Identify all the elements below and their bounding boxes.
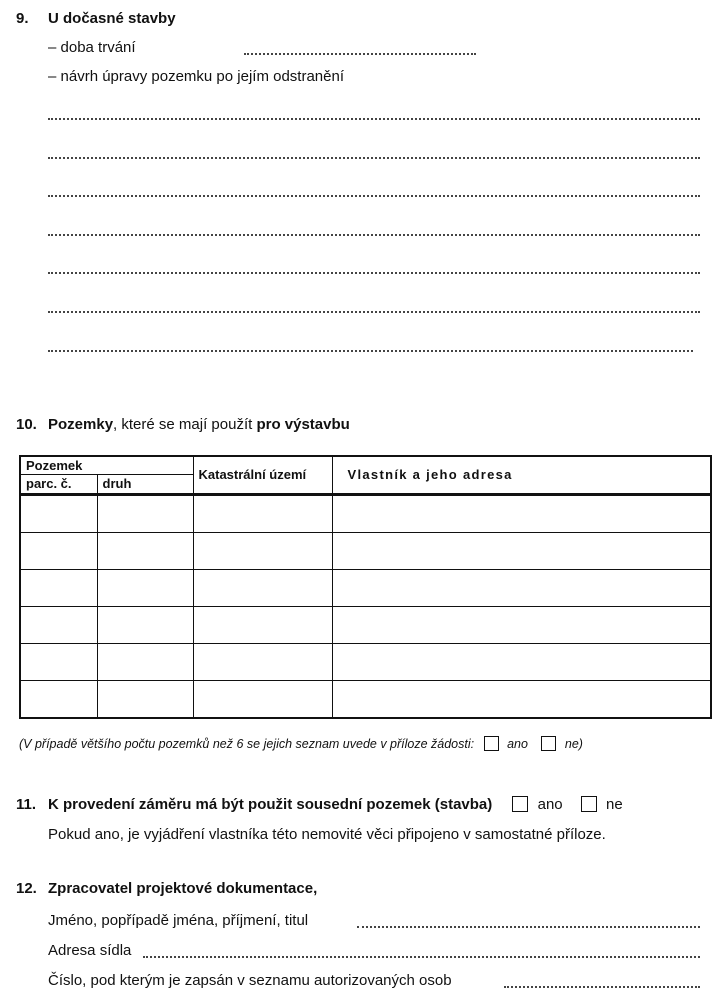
section-10-number: 10. — [16, 416, 37, 433]
cell-druh[interactable] — [97, 494, 193, 532]
section-11-number: 11. — [16, 796, 37, 813]
table-row — [20, 532, 711, 569]
cell-vlastnik[interactable] — [332, 606, 711, 643]
cell-druh[interactable] — [97, 643, 193, 680]
section-12-title: Zpracovatel projektové dokumentace, — [48, 880, 318, 897]
designer-number-label: Číslo, pod kterým je zapsán v seznamu autorizovaných osob — [48, 972, 452, 989]
cell-vlastnik[interactable] — [332, 680, 711, 718]
neighbor-yes-label: ano — [537, 796, 563, 813]
neighbor-yes-checkbox[interactable] — [512, 796, 528, 812]
designer-name-label: Jméno, popřípadě jména, příjmení, titul — [48, 912, 309, 929]
cell-vlastnik[interactable] — [332, 494, 711, 532]
note-yes-checkbox[interactable] — [484, 736, 499, 751]
land-table — [19, 455, 712, 719]
cell-katastr[interactable] — [193, 494, 332, 532]
neighbor-no-label: ne — [605, 796, 623, 813]
section-9-title: U dočasné stavby — [48, 10, 176, 27]
section-11-title-line — [48, 796, 623, 813]
land-restoration-line-7[interactable] — [48, 350, 693, 352]
cell-parc[interactable] — [20, 532, 97, 569]
cell-parc[interactable] — [20, 643, 97, 680]
table-row — [20, 494, 711, 532]
section-11-title: K provedení záměru má být použit sousední pozemek (stavba) — [48, 796, 493, 813]
col-group-pozemek: Pozemek — [20, 456, 193, 474]
note-yes-label: ano — [507, 737, 528, 751]
table-note-text: (V případě většího počtu pozemků než 6 se jejich seznam uvede v příloze žádosti: — [19, 737, 475, 751]
section-9-number: 9. — [16, 10, 29, 27]
designer-name-field[interactable] — [357, 926, 700, 928]
cell-vlastnik[interactable] — [332, 569, 711, 606]
section-10-title-bold1: Pozemky — [48, 416, 114, 433]
neighbor-no-checkbox[interactable] — [581, 796, 597, 812]
designer-number-field[interactable] — [504, 986, 700, 988]
designer-address-field[interactable] — [143, 956, 700, 958]
section-10-title-mid: , které se mají použít — [113, 416, 257, 433]
cell-druh[interactable] — [97, 532, 193, 569]
col-vlastnik: Vlastník a jeho adresa — [332, 456, 711, 494]
cell-katastr[interactable] — [193, 606, 332, 643]
note-no-label: ne) — [564, 737, 583, 751]
section-12-number: 12. — [16, 880, 37, 897]
land-restoration-label: – návrh úpravy pozemku po jejím odstranění — [48, 68, 344, 85]
table-note — [19, 737, 583, 752]
section-11-text: Pokud ano, je vyjádření vlastníka této nemovité věci připojeno v samostatné příloze. — [48, 826, 606, 843]
cell-katastr[interactable] — [193, 643, 332, 680]
table-row — [20, 643, 711, 680]
land-restoration-line-5[interactable] — [48, 272, 700, 274]
designer-address-label: Adresa sídla — [48, 942, 132, 959]
col-parc: parc. č. — [20, 474, 97, 494]
land-restoration-line-2[interactable] — [48, 157, 700, 159]
table-row — [20, 606, 711, 643]
cell-parc[interactable] — [20, 606, 97, 643]
col-druh: druh — [97, 474, 193, 494]
cell-vlastnik[interactable] — [332, 532, 711, 569]
cell-katastr[interactable] — [193, 569, 332, 606]
cell-druh[interactable] — [97, 680, 193, 718]
section-10-title — [48, 416, 350, 433]
duration-field[interactable] — [244, 53, 476, 55]
col-katastr: Katastrální území — [193, 456, 332, 494]
cell-druh[interactable] — [97, 569, 193, 606]
cell-parc[interactable] — [20, 494, 97, 532]
cell-katastr[interactable] — [193, 680, 332, 718]
section-10-title-bold2: pro výstavbu — [256, 416, 350, 433]
cell-vlastnik[interactable] — [332, 643, 711, 680]
note-no-checkbox[interactable] — [541, 736, 556, 751]
cell-druh[interactable] — [97, 606, 193, 643]
land-restoration-line-3[interactable] — [48, 195, 700, 197]
land-restoration-line-6[interactable] — [48, 311, 700, 313]
table-row — [20, 569, 711, 606]
land-restoration-line-1[interactable] — [48, 118, 700, 120]
cell-parc[interactable] — [20, 680, 97, 718]
cell-katastr[interactable] — [193, 532, 332, 569]
table-row — [20, 680, 711, 718]
cell-parc[interactable] — [20, 569, 97, 606]
duration-label: – doba trvání — [48, 39, 136, 56]
land-restoration-line-4[interactable] — [48, 234, 700, 236]
